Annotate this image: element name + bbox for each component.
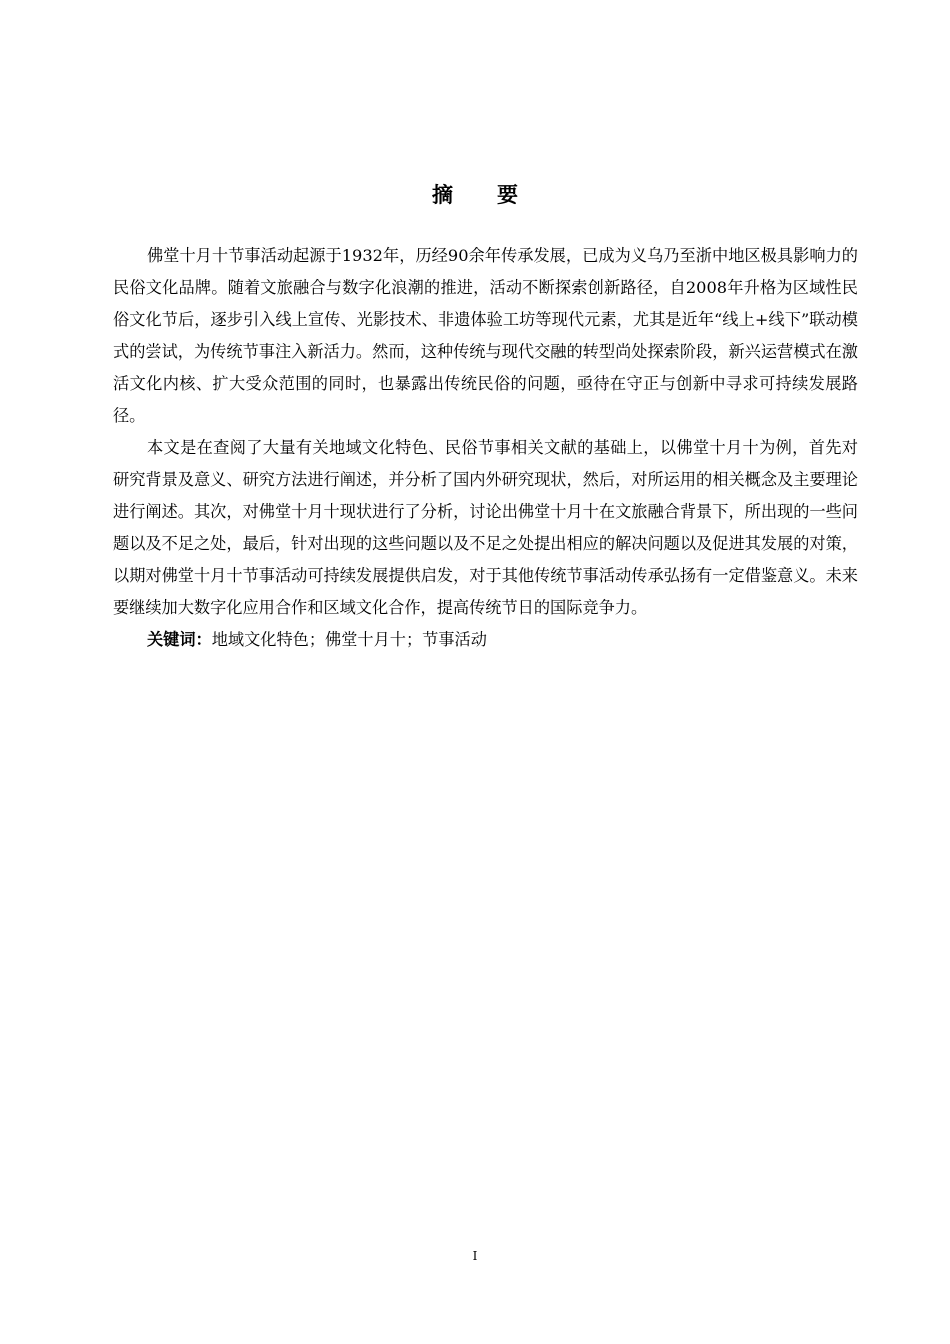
keywords-line <box>113 624 858 656</box>
keywords-label: 关键词： <box>147 630 212 649</box>
abstract-paragraph-1: 佛堂十月十节事活动起源于1932年，历经90余年传承发展，已成为义乌乃至浙中地区极具影响力的民俗文化品牌。随着文旅融合与数字化浪潮的推进，活动不断探索创新路径，自2008年升格为区域性民俗文化节后，逐步引入线上宣传、光影技术、非遗体验工坊等现代元素，尤其是近年“线上+线下”联动模式的尝试，为传统节事注入新活力。然而，这种传统与现代交融的转型尚处探索阶段，新兴运营模式在激活文化内核、扩大受众范围的同时，也暴露出传统民俗的问题，亟待在守正与创新中寻求可持续发展路径。 <box>113 246 858 425</box>
page-number: I <box>472 1249 478 1263</box>
keywords-text: 地域文化特色；佛堂十月十；节事活动 <box>211 630 487 649</box>
abstract-paragraph-2: 本文是在查阅了大量有关地域文化特色、民俗节事相关文献的基础上，以佛堂十月十为例，首先对研究背景及意义、研究方法进行阐述，并分析了国内外研究现状，然后，对所运用的相关概念及主要理论进行阐述。其次，对佛堂十月十现状进行了分析，讨论出佛堂十月十在文旅融合背景下，所出现的一些问题以及不足之处，最后，针对出现的这些问题以及不足之处提出相应的解决问题以及促进其发展的对策，以期对佛堂十月十节事活动可持续发展提供启发，对于其他传统节事活动传承弘扬有一定借鉴意义。未来要继续加大数字化应用合作和区域文化合作，提高传统节日的国际竞争力。 <box>113 438 858 617</box>
abstract-title: 摘要 <box>432 183 562 207</box>
abstract-body <box>113 240 858 656</box>
